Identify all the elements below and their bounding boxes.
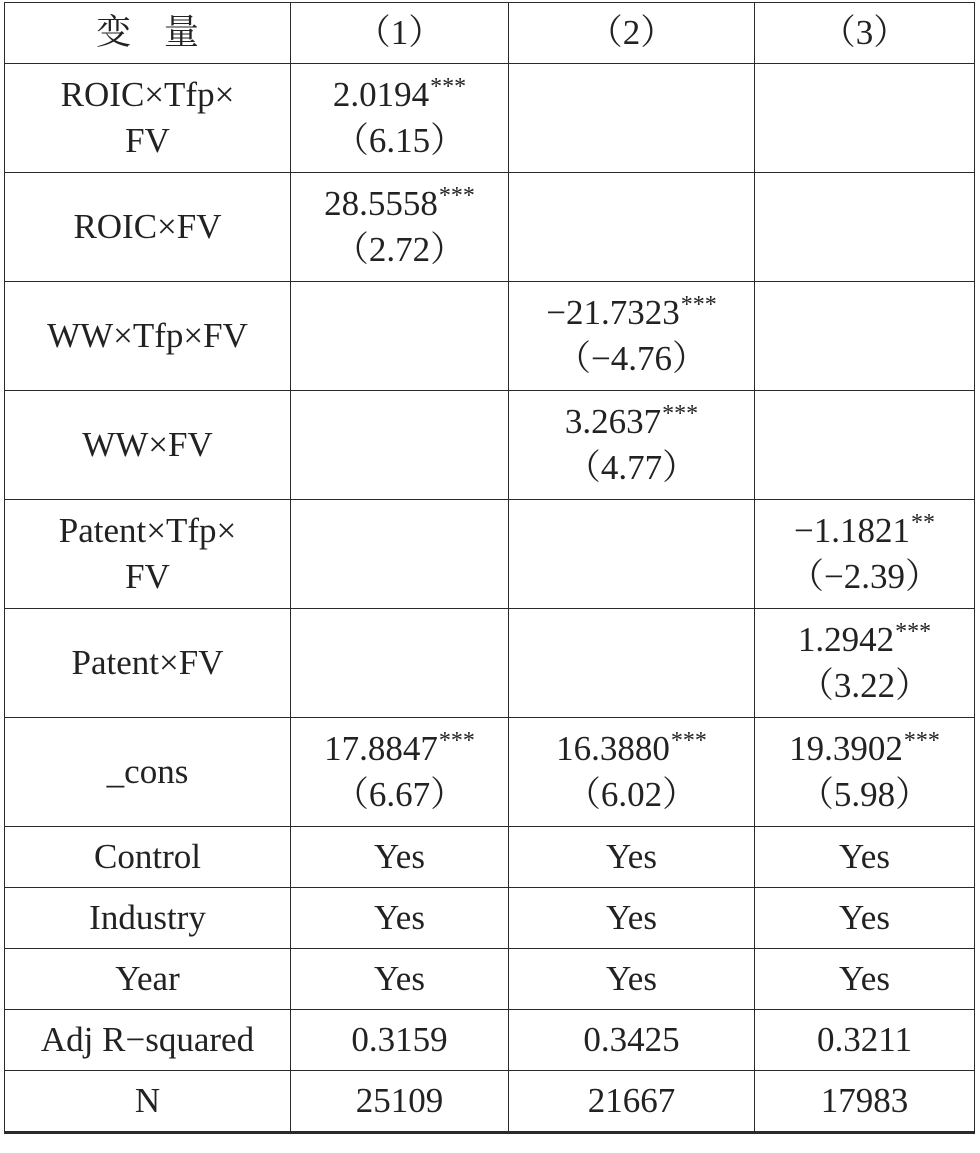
coef-cell: 2.0194*** （6.15） [291, 64, 509, 173]
coef-cell [755, 391, 975, 500]
table-cell: 0.3159 [291, 1010, 509, 1071]
variable-label: WW×FV [5, 391, 291, 500]
table-cell: Yes [755, 888, 975, 949]
coef-cell [509, 64, 755, 173]
coef-cell: −21.7323*** （−4.76） [509, 282, 755, 391]
table-cell: Yes [755, 949, 975, 1010]
coef-cell [755, 64, 975, 173]
coef-cell [509, 500, 755, 609]
table-cell: 0.3211 [755, 1010, 975, 1071]
table-row [5, 827, 975, 888]
table-cell: Yes [291, 949, 509, 1010]
table-cell: Yes [291, 827, 509, 888]
table-cell: 25109 [291, 1071, 509, 1133]
table-row [5, 500, 975, 609]
table-row [5, 391, 975, 500]
table-row [5, 1071, 975, 1133]
table-cell: Yes [509, 827, 755, 888]
coef-cell [509, 609, 755, 718]
coef-cell [755, 282, 975, 391]
row-label: Adj R−squared [5, 1010, 291, 1071]
row-label: Year [5, 949, 291, 1010]
variable-label: Patent×FV [5, 609, 291, 718]
header-col-3: （3） [755, 3, 975, 64]
table-row [5, 609, 975, 718]
table-cell: Yes [755, 827, 975, 888]
coef-cell: −1.1821** （−2.39） [755, 500, 975, 609]
variable-label: ROIC×FV [5, 173, 291, 282]
header-variable: 变 量 [5, 3, 291, 64]
row-label: Control [5, 827, 291, 888]
row-label: Industry [5, 888, 291, 949]
header-row [5, 3, 975, 64]
regression-table [4, 2, 975, 1134]
variable-label: ROIC×Tfp× FV [5, 64, 291, 173]
coef-cell: 16.3880*** （6.02） [509, 718, 755, 827]
table-row [5, 173, 975, 282]
coef-cell [291, 282, 509, 391]
coef-cell [291, 500, 509, 609]
coef-cell [291, 609, 509, 718]
table-row [5, 718, 975, 827]
table-cell: Yes [509, 888, 755, 949]
variable-label: _cons [5, 718, 291, 827]
table-row [5, 1010, 975, 1071]
coef-cell [291, 391, 509, 500]
table-row [5, 949, 975, 1010]
variable-label: WW×Tfp×FV [5, 282, 291, 391]
row-label: N [5, 1071, 291, 1133]
coef-cell: 19.3902*** （5.98） [755, 718, 975, 827]
table-row [5, 888, 975, 949]
variable-label: Patent×Tfp× FV [5, 500, 291, 609]
table-cell: 0.3425 [509, 1010, 755, 1071]
coef-cell: 17.8847*** （6.67） [291, 718, 509, 827]
header-col-1: （1） [291, 3, 509, 64]
table-cell: 17983 [755, 1071, 975, 1133]
table-row [5, 282, 975, 391]
coef-cell [509, 173, 755, 282]
coef-cell [755, 173, 975, 282]
table-cell: Yes [291, 888, 509, 949]
coef-cell: 28.5558*** （2.72） [291, 173, 509, 282]
table-cell: Yes [509, 949, 755, 1010]
table-row [5, 64, 975, 173]
table-cell: 21667 [509, 1071, 755, 1133]
coef-cell: 3.2637*** （4.77） [509, 391, 755, 500]
header-col-2: （2） [509, 3, 755, 64]
coef-cell: 1.2942*** （3.22） [755, 609, 975, 718]
